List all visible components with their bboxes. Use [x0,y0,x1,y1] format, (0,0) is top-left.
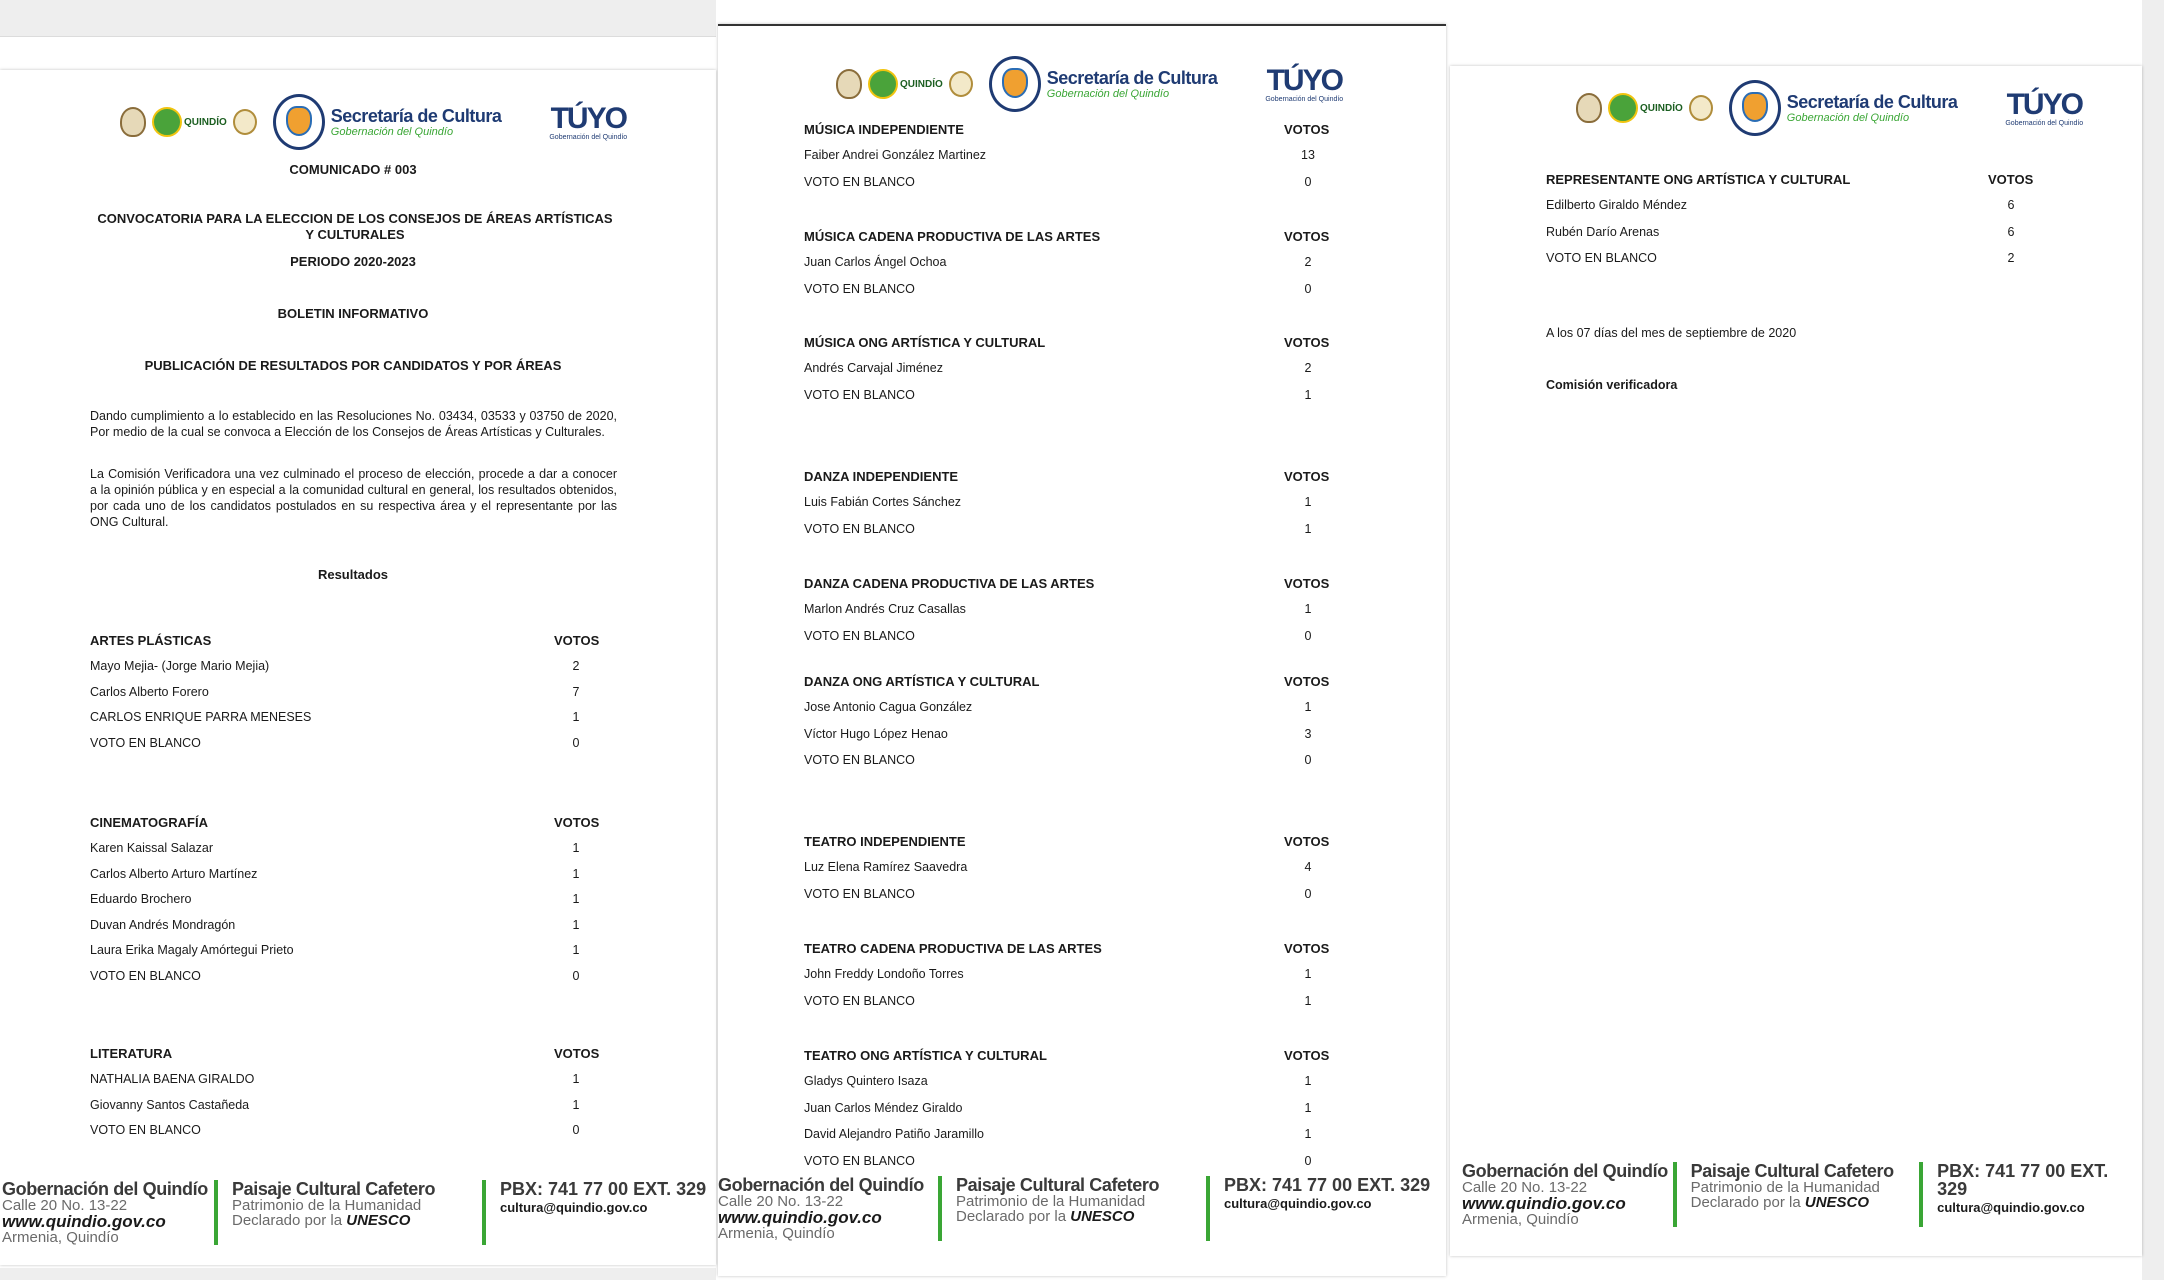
quindio-logo-text: QUINDÍO [184,116,227,128]
tuyo-title: TÚYO [2006,87,2082,121]
page-footer [718,1176,1430,1241]
candidate-votes: 2 [2007,251,2015,265]
candidate-name: Luis Fabián Cortes Sánchez [804,495,962,509]
quindio-logo [1608,93,1683,123]
section-title: LITERATURA [90,1046,173,1061]
periodo-title: PERIODO 2020-2023 [290,254,416,269]
candidate-votes: 1 [572,710,580,724]
candidate-votes: 2 [572,659,580,673]
page-footer [2,1180,706,1245]
candidate-votes: 0 [1304,628,1312,643]
paragraph-1: Dando cumplimiento a lo establecido en las Resoluciones No. 03434, 03533 y 03750 de 2020, Por medio de la cual se convoca a Elección de los Consejos de Áreas Artísticas y Culturales. [90,409,617,439]
footer-gob-title: Gobernación del Quindío [1462,1161,1668,1181]
candidate-votes: 3 [1304,726,1312,741]
candidate-votes: 4 [1304,860,1312,874]
footer-paisaje-line-2 [232,1213,482,1228]
footer-paisaje-title: Paisaje Cultural Cafetero [232,1179,436,1199]
candidate-name: Carlos Alberto Forero [90,684,209,699]
secretaria-title: Secretaría de Cultura [330,105,502,126]
candidate-votes: 0 [572,735,580,750]
candidate-name: VOTO EN BLANCO [804,174,915,189]
candidate-votes: 1 [1304,993,1312,1008]
section-title: ARTES PLÁSTICAS [90,633,212,648]
footer-contact [1923,1162,2142,1214]
section-title: MÚSICA CADENA PRODUCTIVA DE LAS ARTES [804,229,1101,244]
footer-url[interactable]: www.quindio.gov.co [1462,1194,1626,1213]
secretaria-logo [273,94,502,150]
footer-url[interactable]: www.quindio.gov.co [2,1212,166,1231]
candidate-votes: 1 [572,943,580,957]
footer-paisaje-line-1: Patrimonio de la Humanidad [956,1193,1146,1210]
secretaria-emblem-icon [1729,80,1781,136]
candidate-name: Rubén Darío Arenas [1546,224,1660,239]
votes-column-header: VOTOS [1284,469,1330,484]
resultados-heading: Resultados [317,567,389,582]
tuyo-logo [1265,63,1344,103]
paragraph-2: La Comisión Verificadora una vez culminado el proceso de elección, procede a dar a conocer a la opinión pública y en especial a la comunidad cultural en general, los resultados obtenidos, por cada uno de los candidatos postulados en su respectiva área y el representante por las ONG Cultural. [90,467,617,529]
votes-column-header: VOTOS [1284,674,1330,689]
tuyo-subtitle: Gobernación del Quindío [1265,95,1344,103]
candidate-votes: 2 [1304,361,1312,375]
footer-gob-title: Gobernación del Quindío [718,1175,924,1195]
date-line: A los 07 días del mes de septiembre de 2020 [1546,326,1797,340]
footer-gobernacion [2,1180,214,1245]
candidate-votes: 0 [1304,1153,1312,1168]
candidate-votes: 1 [1304,1074,1312,1088]
boletin-title: BOLETIN INFORMATIVO [277,306,429,321]
secretaria-subtitle: Gobernación del Quindío [1786,111,1910,124]
candidate-name: VOTO EN BLANCO [90,735,201,750]
header-logos [836,56,1343,112]
page-gap-bottom [0,1268,716,1280]
footer-paisaje-prefix: Declarado por la [956,1208,1071,1225]
header-logos [1576,80,2083,136]
candidate-votes: 2 [1304,255,1312,269]
footer-phone: PBX: 741 77 00 EXT. 329 [1937,1161,2109,1199]
candidate-votes: 1 [572,917,580,932]
votes-column-header: VOTOS [1988,172,2034,187]
candidate-votes: 13 [1301,148,1315,162]
quindio-logo-text: QUINDÍO [900,78,943,90]
footer-paisaje-line-2 [956,1209,1206,1224]
section-title: MÚSICA INDEPENDIENTE [804,122,964,137]
candidate-votes: 6 [2007,224,2015,239]
footer-paisaje [218,1180,482,1228]
footer-paisaje-prefix: Declarado por la [1690,1194,1805,1211]
candidate-name: CARLOS ENRIQUE PARRA MENESES [90,710,312,724]
candidate-votes: 1 [572,1072,580,1086]
votes-column-header: VOTOS [1284,229,1330,244]
footer-unesco: UNESCO [1070,1208,1135,1225]
footer-paisaje-title: Paisaje Cultural Cafetero [956,1175,1160,1195]
candidate-votes: 1 [1304,967,1312,981]
candidate-name: Laura Erika Magaly Amórtegui Prieto [90,943,294,957]
candidate-name: Marlon Andrés Cruz Casallas [804,602,966,616]
secretaria-emblem-icon [989,56,1041,112]
convocatoria-line-1: CONVOCATORIA PARA LA ELECCION DE LOS CONSEJOS DE ÁREAS ARTÍSTICAS [97,211,613,226]
candidate-name: Juan Carlos Ángel Ochoa [804,255,947,269]
secretaria-subtitle: Gobernación del Quindío [1046,87,1170,100]
candidate-name: VOTO EN BLANCO [1546,251,1657,265]
document-page-2 [718,24,1446,1276]
section-title: TEATRO INDEPENDIENTE [804,834,966,849]
candidate-name: John Freddy Londoño Torres [804,967,964,981]
footer-unesco: UNESCO [1804,1194,1870,1211]
section-title: DANZA INDEPENDIENTE [804,469,959,484]
gobernacion-seal-icon [1576,93,1602,123]
footer-email[interactable]: cultura@quindio.gov.co [1937,1200,2085,1215]
candidate-name: Karen Kaissal Salazar [90,841,213,855]
votes-column-header: VOTOS [1284,1048,1330,1063]
candidate-votes: 7 [572,684,580,699]
quindio-logo-text: QUINDÍO [1640,102,1683,114]
tuyo-title: TÚYO [550,101,626,135]
candidate-name: VOTO EN BLANCO [804,281,915,296]
quindio-q-icon [1608,93,1638,123]
candidate-votes: 1 [1304,521,1312,536]
candidate-name: Mayo Mejia- (Jorge Mario Mejia) [90,659,270,673]
candidate-name: NATHALIA BAENA GIRALDO [90,1072,255,1086]
section-title: TEATRO CADENA PRODUCTIVA DE LAS ARTES [804,941,1102,956]
candidate-votes: 0 [1304,281,1312,296]
votes-column-header: VOTOS [554,1046,600,1061]
candidate-votes: 1 [1304,495,1312,509]
section-title: MÚSICA ONG ARTÍSTICA Y CULTURAL [804,335,1046,350]
candidate-votes: 1 [1304,602,1312,616]
coat-of-arms-icon [1689,95,1713,121]
candidate-votes: 1 [572,1097,580,1112]
candidate-votes: 6 [2007,198,2015,212]
votes-column-header: VOTOS [1284,576,1330,591]
footer-paisaje-line-2 [1691,1195,1920,1210]
candidate-votes: 0 [1304,886,1312,901]
document-page-3 [1450,66,2142,1256]
candidate-votes: 1 [1304,1100,1312,1115]
quindio-logo [868,69,943,99]
candidate-name: VOTO EN BLANCO [804,387,915,402]
footer-city: Armenia, Quindío [1462,1211,1579,1228]
candidate-name: Juan Carlos Méndez Giraldo [804,1100,963,1115]
candidate-name: Faiber Andrei González Martinez [804,148,987,162]
footer-email[interactable]: cultura@quindio.gov.co [500,1200,648,1215]
gobernacion-seal-icon [120,107,146,137]
candidate-votes: 1 [1304,1127,1312,1141]
footer-contact [486,1180,706,1214]
candidate-name: Giovanny Santos Castañeda [90,1097,250,1112]
candidate-votes: 0 [1304,753,1312,767]
candidate-name: VOTO EN BLANCO [804,1153,915,1168]
candidate-name: Jose Antonio Cagua González [804,700,973,714]
footer-paisaje-prefix: Declarado por la [232,1212,347,1229]
candidate-name: VOTO EN BLANCO [804,521,915,536]
footer-gobernacion [718,1176,938,1241]
votes-column-header: VOTOS [1284,834,1330,849]
footer-paisaje-line-1: Patrimonio de la Humanidad [1690,1179,1880,1196]
candidate-name: Duvan Andrés Mondragón [90,917,236,932]
footer-paisaje-line-1: Patrimonio de la Humanidad [232,1197,422,1214]
candidate-name: VOTO EN BLANCO [804,993,915,1008]
candidate-name: Luz Elena Ramírez Saavedra [804,860,968,874]
footer-phone: PBX: 741 77 00 EXT. 329 [1224,1175,1431,1195]
comunicado-title: COMUNICADO # 003 [289,162,417,177]
candidate-votes: 0 [1304,174,1312,189]
candidate-name: VOTO EN BLANCO [804,753,915,767]
coat-of-arms-icon [949,71,973,97]
footer-contact [1210,1176,1430,1210]
quindio-q-icon [868,69,898,99]
header-logos [120,94,627,150]
candidate-name: VOTO EN BLANCO [90,1123,201,1137]
candidate-name: Andrés Carvajal Jiménez [804,361,943,375]
candidate-votes: 1 [572,841,580,855]
candidate-name: Gladys Quintero Isaza [804,1074,928,1088]
secretaria-logo [1729,80,1958,136]
candidate-name: Víctor Hugo López Henao [804,726,948,741]
secretaria-title: Secretaría de Cultura [1046,67,1218,88]
votes-column-header: VOTOS [1284,335,1330,350]
candidate-name: VOTO EN BLANCO [90,968,201,983]
page-footer [1462,1162,2142,1227]
footer-address: Calle 20 No. 13-22 [1462,1179,1588,1196]
votes-column-header: VOTOS [1284,122,1330,137]
footer-paisaje-title: Paisaje Cultural Cafetero [1690,1161,1894,1181]
convocatoria-line-2: Y CULTURALES [305,227,405,242]
footer-gob-title: Gobernación del Quindío [2,1179,208,1199]
footer-unesco: UNESCO [346,1212,411,1229]
document-page-1 [0,70,716,1265]
footer-address: Calle 20 No. 13-22 [718,1193,844,1210]
secretaria-logo [989,56,1218,112]
candidate-votes: 1 [1304,387,1312,402]
candidate-votes: 0 [572,1123,580,1137]
candidate-name: David Alejandro Patiño Jaramillo [804,1127,984,1141]
page-gap-right [2142,0,2164,1280]
secretaria-emblem-icon [273,94,325,150]
candidate-name: VOTO EN BLANCO [804,628,915,643]
footer-paisaje [942,1176,1206,1224]
candidate-name: Edilberto Giraldo Méndez [1546,198,1688,212]
section-title: CINEMATOGRAFÍA [90,815,208,830]
quindio-logo [152,107,227,137]
tuyo-subtitle: Gobernación del Quindío [2005,119,2084,127]
footer-address: Calle 20 No. 13-22 [2,1197,128,1214]
candidate-votes: 0 [572,968,580,983]
candidate-votes: 1 [572,892,580,906]
tuyo-logo [549,101,628,141]
footer-email[interactable]: cultura@quindio.gov.co [1224,1196,1372,1211]
candidate-name: VOTO EN BLANCO [804,886,915,901]
convocatoria-title [90,211,620,243]
votes-column-header: VOTOS [554,633,600,648]
candidate-name: Carlos Alberto Arturo Martínez [90,866,258,881]
signature-line: Comisión verificadora [1546,378,1678,392]
tuyo-logo [2005,87,2084,127]
footer-city: Armenia, Quindío [718,1225,835,1242]
candidate-votes: 1 [1304,700,1312,714]
footer-phone: PBX: 741 77 00 EXT. 329 [500,1179,707,1199]
candidate-votes: 1 [572,866,580,881]
gobernacion-seal-icon [836,69,862,99]
footer-city: Armenia, Quindío [2,1229,119,1246]
section-title: DANZA CADENA PRODUCTIVA DE LAS ARTES [804,576,1095,591]
candidate-name: Eduardo Brochero [90,892,192,906]
votes-column-header: VOTOS [554,815,600,830]
coat-of-arms-icon [233,109,257,135]
secretaria-subtitle: Gobernación del Quindío [330,125,454,138]
secretaria-title: Secretaría de Cultura [1786,91,1958,112]
footer-url[interactable]: www.quindio.gov.co [718,1208,882,1227]
page-gap-top [0,0,716,37]
quindio-q-icon [152,107,182,137]
tuyo-subtitle: Gobernación del Quindío [549,133,628,141]
section-title: TEATRO ONG ARTÍSTICA Y CULTURAL [804,1048,1047,1063]
section-title: REPRESENTANTE ONG ARTÍSTICA Y CULTURAL [1546,172,1851,187]
votes-column-header: VOTOS [1284,941,1330,956]
footer-paisaje [1677,1162,1920,1210]
section-title: DANZA ONG ARTÍSTICA Y CULTURAL [804,674,1040,689]
tuyo-title: TÚYO [1266,63,1342,97]
publicacion-title: PUBLICACIÓN DE RESULTADOS POR CANDIDATOS Y POR ÁREAS [144,358,562,373]
footer-gobernacion [1462,1162,1673,1227]
